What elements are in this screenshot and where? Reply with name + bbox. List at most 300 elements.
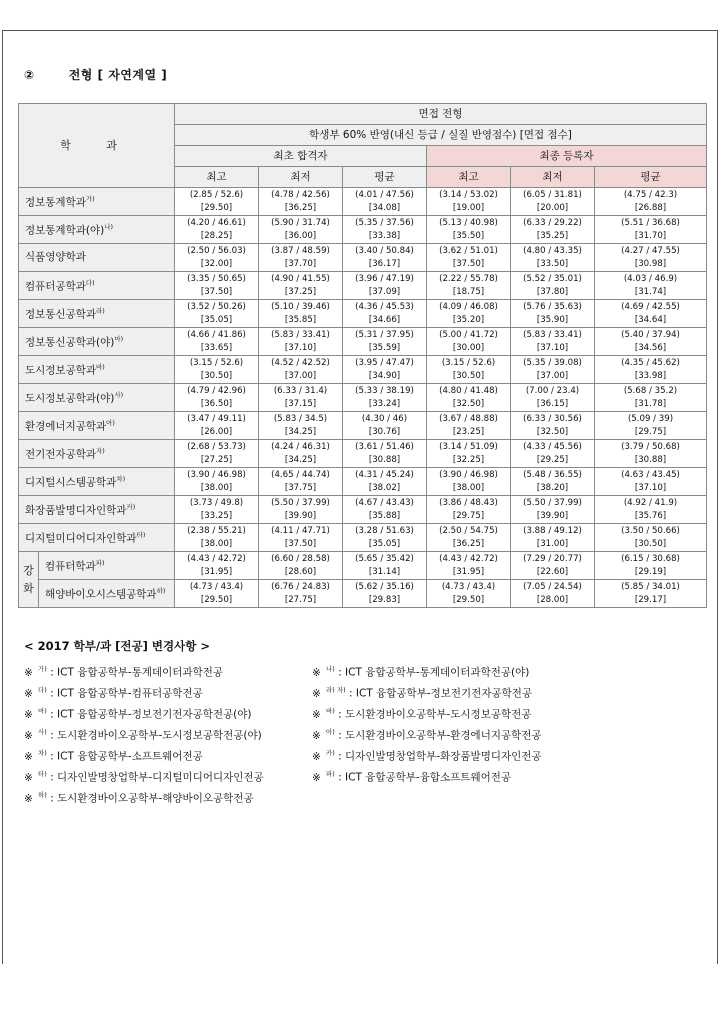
interview-score: [37.00] [536, 370, 569, 381]
column-header: 평균 [595, 167, 707, 188]
score-cell [511, 188, 595, 216]
reference-mark: ※ [24, 771, 33, 784]
interview-score: [30.98] [634, 258, 667, 269]
interview-score: [29.50] [452, 594, 485, 605]
interview-score: [36.17] [368, 258, 401, 269]
footnote-mark: 라) [96, 307, 105, 316]
footnote-mark: 차) [38, 749, 47, 757]
footnote-mark: 파) [95, 559, 105, 568]
score-cell [259, 272, 343, 300]
reference-mark: ※ [24, 729, 33, 742]
score-cell [595, 552, 707, 580]
footnote-mark: 바) [96, 363, 105, 372]
dept-name: 정보통신공학과(야)$^{마)}$ [19, 328, 175, 356]
footnote-mark: 차) [116, 475, 126, 484]
score-cell [259, 580, 343, 608]
table-row [19, 552, 707, 580]
grade-score: (3.14 / 51.09) [439, 441, 498, 452]
score-cell [343, 216, 427, 244]
interview-score: [23.25] [452, 426, 485, 437]
table-row [19, 188, 707, 216]
dept-name: 해양바이오시스템공학과$^{하)}$ [39, 580, 175, 608]
grade-score: (3.88 / 49.12) [523, 525, 582, 536]
score-cell [511, 412, 595, 440]
interview-score: [32.50] [536, 426, 569, 437]
interview-score: [37.80] [536, 286, 569, 297]
score-cell [343, 328, 427, 356]
interview-score: [31.00] [536, 538, 569, 549]
interview-score: [36.25] [284, 202, 317, 213]
score-cell [427, 468, 511, 496]
grade-score: (2.50 / 56.03) [187, 245, 246, 256]
score-cell [175, 580, 259, 608]
interview-score: [35.05] [200, 314, 233, 325]
grade-score: (5.35 / 39.08) [523, 357, 582, 368]
grade-score: (5.40 / 37.94) [621, 329, 680, 340]
interview-score: [36.50] [200, 398, 233, 409]
score-cell [427, 188, 511, 216]
grade-score: (7.29 / 20.77) [523, 553, 582, 564]
interview-score: [37.15] [284, 398, 317, 409]
interview-score: [35.25] [536, 230, 569, 241]
interview-score: [37.10] [536, 342, 569, 353]
interview-score: [38.00] [200, 482, 233, 493]
footnote-mark: 마) [114, 335, 124, 344]
interview-score: [33.25] [200, 510, 233, 521]
grade-score: (4.90 / 41.55) [271, 273, 330, 284]
score-cell [175, 384, 259, 412]
interview-score: [37.00] [284, 370, 317, 381]
grade-score: (4.78 / 42.56) [271, 189, 330, 200]
interview-score: [28.00] [536, 594, 569, 605]
interview-score: [31.74] [634, 286, 667, 297]
grade-score: (4.80 / 41.48) [439, 385, 498, 396]
grade-score: (7.05 / 24.54) [523, 581, 582, 592]
grade-score: (5.90 / 31.74) [271, 217, 330, 228]
interview-score: [29.19] [634, 566, 667, 577]
score-cell [343, 300, 427, 328]
grade-score: (5.51 / 36.68) [621, 217, 680, 228]
reference-mark: ※ [24, 750, 33, 763]
interview-score: [37.50] [284, 538, 317, 549]
grade-score: (3.96 / 47.19) [355, 273, 414, 284]
interview-score: [27.75] [284, 594, 317, 605]
interview-score: [35.50] [452, 230, 485, 241]
note-text: : ICT 융합공학부-통계데이터과학전공 [46, 666, 224, 679]
reference-mark: ※ [312, 750, 321, 763]
note-text: : 디자인발명창업학부-화장품발명디자인전공 [334, 750, 542, 763]
grade-score: (3.79 / 50.68) [621, 441, 680, 452]
change-note [312, 685, 532, 701]
grade-score: (3.28 / 51.63) [355, 525, 414, 536]
note-text: : 도시환경바이오공학부-도시정보공학전공 [334, 708, 532, 721]
note-text: : 디자인발명창업학부-디지털미디어디자인전공 [46, 771, 264, 784]
score-cell [259, 524, 343, 552]
grade-score: (5.76 / 35.63) [523, 301, 582, 312]
score-cell [595, 524, 707, 552]
interview-score: [38.02] [368, 482, 401, 493]
score-cell [175, 300, 259, 328]
interview-score: [31.14] [368, 566, 401, 577]
grade-score: (3.47 / 49.11) [187, 413, 246, 424]
table-row [19, 300, 707, 328]
footnote-mark: 아) [106, 419, 115, 428]
score-cell [259, 440, 343, 468]
score-cell [511, 272, 595, 300]
dept-name: 식품영양학과 [19, 244, 175, 272]
reference-mark: ※ [312, 708, 321, 721]
table-row [19, 524, 707, 552]
score-cell [511, 300, 595, 328]
interview-score: [37.09] [368, 286, 401, 297]
grade-score: (4.67 / 43.43) [355, 497, 414, 508]
ganghwa-campus-label: 강 화 [19, 552, 39, 608]
footnote-mark: 가) [38, 665, 47, 673]
grade-score: (3.15 / 52.6) [441, 357, 496, 368]
table-row [19, 580, 707, 608]
score-cell [175, 356, 259, 384]
table-row [19, 216, 707, 244]
score-cell [259, 244, 343, 272]
footnote-mark: 카) [326, 749, 335, 757]
score-cell [343, 412, 427, 440]
note-text: : ICT 융합공학부-컴퓨터공학전공 [46, 687, 203, 700]
interview-score: [31.78] [634, 398, 667, 409]
interview-score: [30.88] [634, 454, 667, 465]
grade-score: (5.85 / 34.01) [621, 581, 680, 592]
dept-name: 디지털시스템공학과$^{차)}$ [19, 468, 175, 496]
score-cell [595, 244, 707, 272]
interview-score: [35.88] [368, 510, 401, 521]
interview-score: [29.75] [452, 510, 485, 521]
footnote-mark: 하) [156, 587, 166, 596]
score-cell [259, 188, 343, 216]
interview-score: [22.60] [536, 566, 569, 577]
table-row [19, 328, 707, 356]
score-cell [595, 328, 707, 356]
interview-score: [30.88] [368, 454, 401, 465]
interview-score: [38.00] [452, 482, 485, 493]
grade-score: (7.00 / 23.4) [525, 385, 580, 396]
score-cell [343, 384, 427, 412]
grade-score: (5.10 / 39.46) [271, 301, 330, 312]
score-cell [343, 440, 427, 468]
score-cell [511, 356, 595, 384]
footnote-mark: 하) [38, 791, 47, 799]
table-row [19, 356, 707, 384]
note-text: : 도시환경바이오공학부-도시정보공학전공(야) [46, 729, 262, 742]
interview-score: [18.75] [452, 286, 485, 297]
score-cell [595, 580, 707, 608]
interview-score: [34.08] [368, 202, 401, 213]
interview-score: [38.00] [200, 538, 233, 549]
score-cell [595, 356, 707, 384]
score-cell [511, 384, 595, 412]
score-cell [511, 552, 595, 580]
change-note [24, 685, 203, 701]
score-cell [175, 188, 259, 216]
grade-score: (3.52 / 50.26) [187, 301, 246, 312]
interview-score: [28.25] [200, 230, 233, 241]
score-cell [595, 300, 707, 328]
grade-score: (3.50 / 50.66) [621, 525, 680, 536]
score-cell [595, 496, 707, 524]
grade-score: (5.09 / 39) [627, 413, 674, 424]
score-cell [259, 300, 343, 328]
grade-score: (4.92 / 41.9) [623, 497, 678, 508]
interview-score: [36.00] [284, 230, 317, 241]
score-cell [511, 468, 595, 496]
interview-score: [33.38] [368, 230, 401, 241]
interview-score: [30.76] [368, 426, 401, 437]
grade-score: (4.65 / 44.74) [271, 469, 330, 480]
interview-header: 면접 전형 [175, 104, 707, 125]
grade-score: (4.73 / 43.4) [441, 581, 496, 592]
score-cell [427, 552, 511, 580]
score-cell [511, 216, 595, 244]
note-text: : ICT 융합공학부-정보전기전자공학전공 [345, 687, 533, 700]
grade-score: (4.33 / 45.56) [523, 441, 582, 452]
score-cell [595, 272, 707, 300]
interview-score: [37.70] [284, 258, 317, 269]
grade-score: (5.50 / 37.99) [523, 497, 582, 508]
interview-score: [27.25] [200, 454, 233, 465]
interview-score: [29.25] [536, 454, 569, 465]
dept-name: 디지털미디어디자인학과$^{타)}$ [19, 524, 175, 552]
interview-score: [29.17] [634, 594, 667, 605]
grade-score: (5.35 / 37.56) [355, 217, 414, 228]
interview-score: [29.75] [634, 426, 667, 437]
score-cell [595, 468, 707, 496]
grade-score: (4.66 / 41.86) [187, 329, 246, 340]
column-header: 최고 [427, 167, 511, 188]
footnote-mark: 타) [38, 770, 47, 778]
final-enrollee-header: 최종 등록자 [427, 146, 707, 167]
interview-score: [33.50] [536, 258, 569, 269]
score-cell [427, 328, 511, 356]
score-cell [427, 272, 511, 300]
interview-score: [32.00] [200, 258, 233, 269]
interview-score: [28.60] [284, 566, 317, 577]
score-cell [511, 524, 595, 552]
grade-score: (5.00 / 41.72) [439, 329, 498, 340]
score-cell [511, 580, 595, 608]
grade-score: (4.43 / 42.72) [187, 553, 246, 564]
interview-score: [20.00] [536, 202, 569, 213]
score-cell [343, 580, 427, 608]
footnote-mark: 나) [104, 223, 114, 232]
grade-score: (6.60 / 28.58) [271, 553, 330, 564]
score-cell [511, 496, 595, 524]
dept-name: 정보통신공학과$^{라)}$ [19, 300, 175, 328]
interview-score: [37.50] [452, 258, 485, 269]
reference-mark: ※ [24, 792, 33, 805]
interview-score: [34.56] [634, 342, 667, 353]
interview-score: [35.05] [368, 538, 401, 549]
interview-score: [26.88] [634, 202, 667, 213]
grade-score: (4.11 / 47.71) [271, 525, 330, 536]
dept-name: 정보통계학과(야)$^{나)}$ [19, 216, 175, 244]
grade-score: (5.13 / 40.98) [439, 217, 498, 228]
interview-score: [32.25] [452, 454, 485, 465]
score-cell [175, 244, 259, 272]
change-note [312, 748, 542, 764]
score-cell [511, 328, 595, 356]
grade-score: (4.52 / 42.52) [271, 357, 330, 368]
interview-score: [36.25] [452, 538, 485, 549]
grade-score: (4.75 / 42.3) [623, 189, 678, 200]
footnote-mark: 파) [326, 770, 335, 778]
grade-score: (3.35 / 50.65) [187, 273, 246, 284]
grade-score: (4.73 / 43.4) [189, 581, 244, 592]
section-title: 전형 [ 자연계열 ] [68, 68, 168, 82]
grade-score: (3.73 / 49.8) [189, 497, 244, 508]
grade-score: (4.27 / 47.55) [621, 245, 680, 256]
grade-score: (4.80 / 43.35) [523, 245, 582, 256]
dept-column-header: 학 과 [19, 104, 175, 188]
criteria-header: 학생부 60% 반영(내신 등급 / 실질 반영점수) [면접 점수] [175, 125, 707, 146]
interview-score: [38.20] [536, 482, 569, 493]
grade-score: (5.83 / 33.41) [271, 329, 330, 340]
score-cell [175, 216, 259, 244]
score-cell [427, 496, 511, 524]
interview-score: [31.95] [200, 566, 233, 577]
interview-score: [37.50] [200, 286, 233, 297]
column-header: 최저 [511, 167, 595, 188]
grade-score: (3.15 / 52.6) [189, 357, 244, 368]
table-row [19, 468, 707, 496]
footnote-mark: 카) [126, 503, 136, 512]
change-note [24, 748, 203, 764]
table-row [19, 272, 707, 300]
score-cell [175, 496, 259, 524]
grade-score: (5.62 / 35.16) [355, 581, 414, 592]
score-cell [427, 412, 511, 440]
change-note [24, 790, 254, 806]
dept-name: 정보통계학과$^{가)}$ [19, 188, 175, 216]
footnote-mark: 사) [38, 728, 47, 736]
score-cell [595, 188, 707, 216]
reference-mark: ※ [24, 708, 33, 721]
note-text: : ICT 융합공학부-정보전기전자공학전공(야) [46, 708, 252, 721]
score-cell [175, 552, 259, 580]
score-cell [259, 496, 343, 524]
interview-score: [31.95] [452, 566, 485, 577]
interview-score: [34.90] [368, 370, 401, 381]
grade-score: (4.30 / 46) [361, 413, 408, 424]
score-cell [343, 552, 427, 580]
score-cell [175, 440, 259, 468]
score-cell [175, 412, 259, 440]
column-header: 최고 [175, 167, 259, 188]
section-number: ② [24, 68, 35, 82]
grade-score: (5.65 / 35.42) [355, 553, 414, 564]
column-header: 평균 [343, 167, 427, 188]
note-text: : ICT 융합공학부-융합소프트웨어전공 [334, 771, 512, 784]
score-cell [259, 412, 343, 440]
score-cell [343, 468, 427, 496]
grade-score: (6.15 / 30.68) [621, 553, 680, 564]
footnote-mark: 라) 자) [326, 686, 346, 694]
score-cell [343, 356, 427, 384]
grade-score: (4.09 / 46.08) [439, 301, 498, 312]
initial-admit-header: 최초 합격자 [175, 146, 427, 167]
footnote-mark: 자) [96, 447, 105, 456]
score-cell [259, 384, 343, 412]
interview-score: [30.00] [452, 342, 485, 353]
score-cell [259, 328, 343, 356]
grade-score: (4.35 / 45.62) [621, 357, 680, 368]
score-cell [259, 216, 343, 244]
grade-score: (6.05 / 31.81) [523, 189, 582, 200]
grade-score: (6.33 / 31.4) [273, 385, 328, 396]
dept-name: 환경에너지공학과$^{아)}$ [19, 412, 175, 440]
note-text: : ICT 융합공학부-통계데이터과학전공(야) [334, 666, 530, 679]
grade-score: (6.33 / 29.22) [523, 217, 582, 228]
change-note [312, 769, 511, 785]
change-note [312, 727, 542, 743]
grade-score: (3.67 / 48.88) [439, 413, 498, 424]
interview-score: [33.24] [368, 398, 401, 409]
footnote-mark: 타) [136, 531, 146, 540]
dept-name: 도시정보공학과$^{바)}$ [19, 356, 175, 384]
interview-score: [36.15] [536, 398, 569, 409]
interview-score: [33.65] [200, 342, 233, 353]
grade-score: (3.90 / 46.98) [439, 469, 498, 480]
grade-score: (3.86 / 48.43) [439, 497, 498, 508]
score-cell [511, 244, 595, 272]
grade-score: (3.40 / 50.84) [355, 245, 414, 256]
score-cell [343, 272, 427, 300]
score-cell [427, 216, 511, 244]
interview-score: [35.20] [452, 314, 485, 325]
interview-score: [34.25] [284, 426, 317, 437]
interview-score: [26.00] [200, 426, 233, 437]
grade-score: (4.36 / 45.53) [355, 301, 414, 312]
score-cell [175, 468, 259, 496]
grade-score: (5.52 / 35.01) [523, 273, 582, 284]
grade-score: (4.20 / 46.61) [187, 217, 246, 228]
footnote-mark: 가) [85, 195, 95, 204]
score-cell [427, 524, 511, 552]
grade-score: (4.24 / 46.31) [271, 441, 330, 452]
score-cell [343, 188, 427, 216]
interview-score: [29.50] [200, 594, 233, 605]
interview-score: [30.50] [452, 370, 485, 381]
table-row [19, 440, 707, 468]
dept-name: 컴퓨터학과$^{파)}$ [39, 552, 175, 580]
interview-score: [34.64] [634, 314, 667, 325]
score-cell [595, 216, 707, 244]
score-cell [259, 468, 343, 496]
footnote-mark: 나) [326, 665, 335, 673]
dept-name: 컴퓨터공학과$^{다)}$ [19, 272, 175, 300]
interview-score: [35.90] [536, 314, 569, 325]
table-row [19, 412, 707, 440]
grade-score: (2.68 / 53.73) [187, 441, 246, 452]
change-note [24, 727, 262, 743]
interview-score: [34.25] [284, 454, 317, 465]
grade-score: (5.48 / 36.55) [523, 469, 582, 480]
interview-score: [29.50] [200, 202, 233, 213]
grade-score: (4.63 / 43.45) [621, 469, 680, 480]
change-note [24, 769, 264, 785]
interview-score: [39.90] [284, 510, 317, 521]
grade-score: (5.83 / 33.41) [523, 329, 582, 340]
table-row [19, 244, 707, 272]
note-text: : 도시환경바이오공학부-환경에너지공학전공 [334, 729, 542, 742]
column-header: 최저 [259, 167, 343, 188]
